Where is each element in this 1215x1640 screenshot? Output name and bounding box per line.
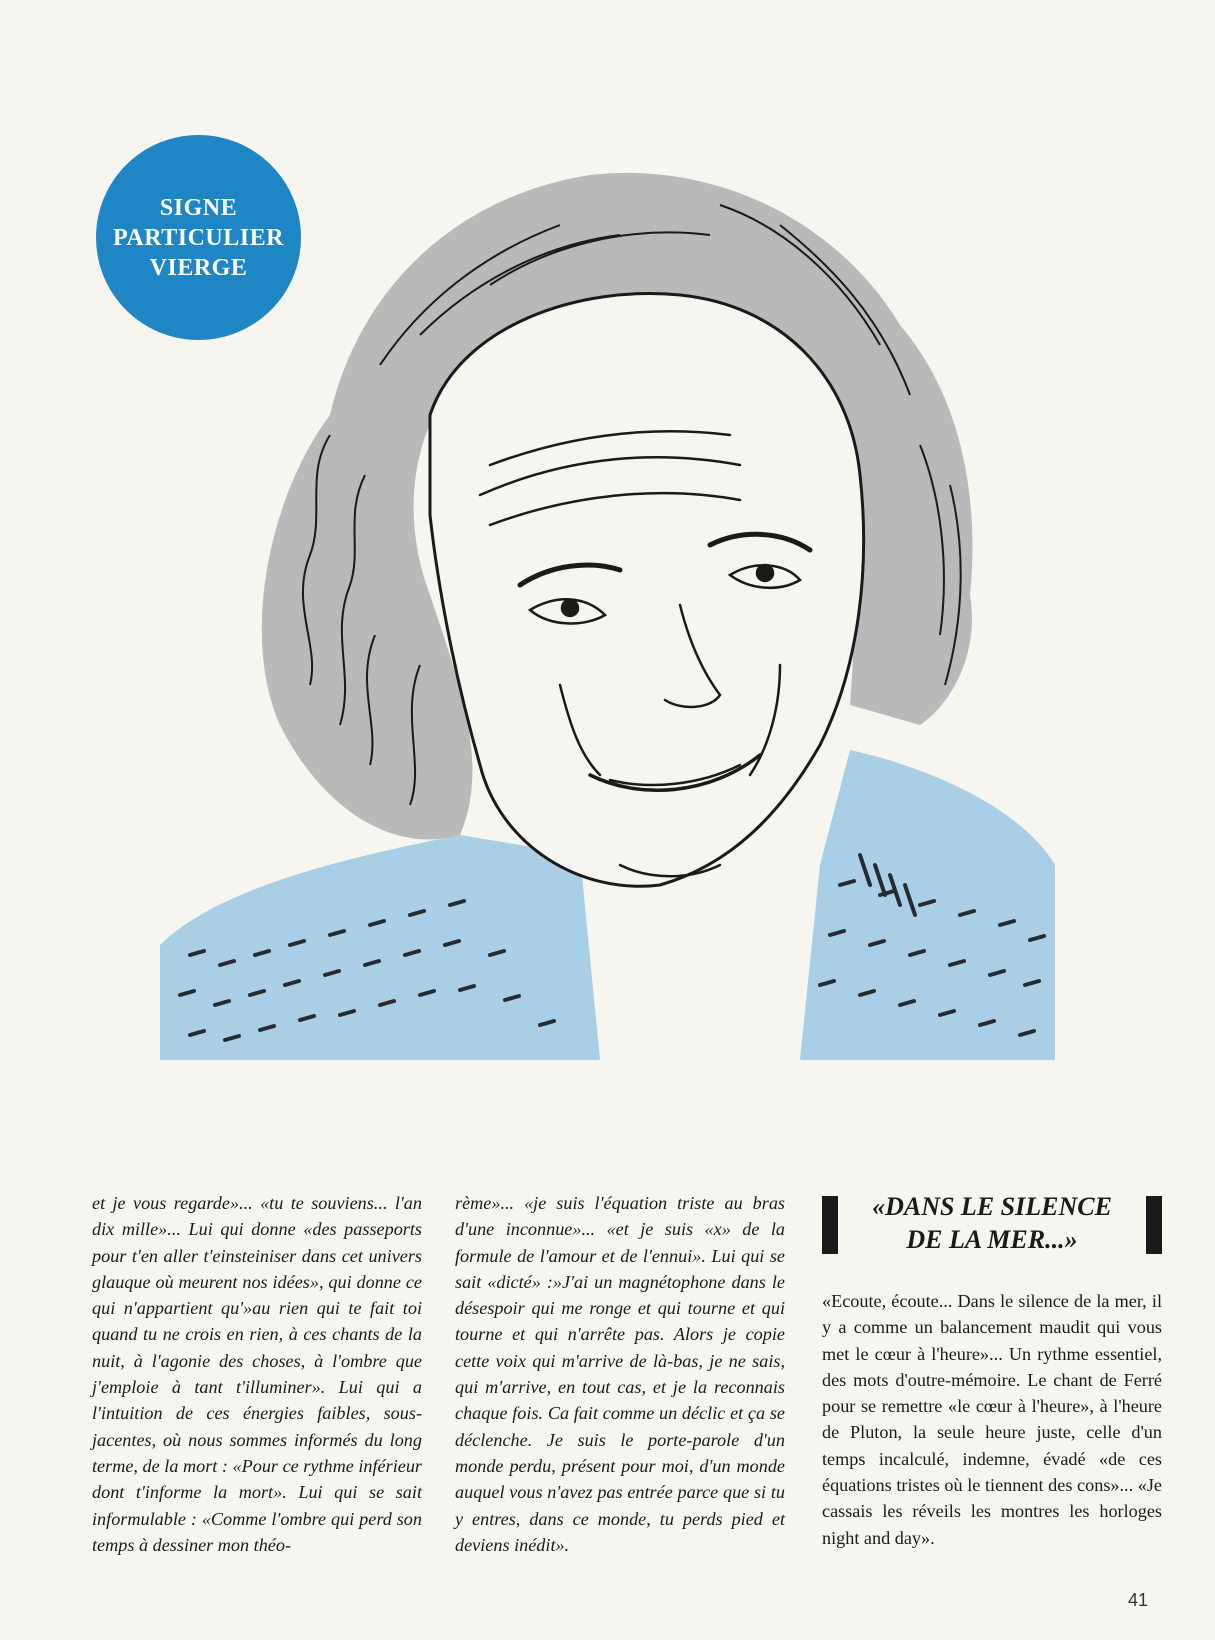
headline-line-2: DE LA MER...» [906, 1225, 1078, 1254]
sweater-left [160, 835, 600, 1060]
badge-line-2: PARTICULIER [113, 224, 284, 251]
page-number: 41 [1128, 1590, 1149, 1610]
face [430, 294, 864, 887]
paragraph-column-1: et je vous regarde»... «tu te souviens... l'an dix mille»... Lui qui donne «des passeports pour t'en aller t'einsteiniser dans cet univers glauque où meurent nos idées», qui donne ce qui n'appartient qu'»au rien qui te fait toi quand tu ne crois en rien, à ces chants de la nuit, à l'agonie des choses, à l'ombre que j'emploie à tant t'illuminer». Lui qui a l'intuition de ces énergies faibles, sous-jacentes, où nous sommes informés du long terme, de la mort : «Pour ce rythme inférieur dont t'informe la mort». Lui qui se sait informulable : «Comme l'ombre qui perd son temps à dessiner mon théo- [92, 1193, 422, 1555]
text-column-3 [822, 1190, 1162, 1551]
text-column-1 [92, 1190, 422, 1558]
text-column-2 [455, 1190, 785, 1558]
sweater-right [800, 750, 1055, 1060]
paragraph-column-3: «Ecoute, écoute... Dans le silence de la mer, il y a comme un balancement maudit qui vous met le cœur à l'heure»... Un rythme essentiel, des mots d'outre-mémoire. Le chant de Ferré pour se remettre «le cœur à l'heure», à l'heure de Pluton, la seule heure juste, celle d'un temps incalculé, indemne, évadé «de ces équations tristes où le tiennent des cons»... «Je cassais les réveils les montres les horloges night and day». [822, 1291, 1162, 1548]
headline-line-1: «DANS LE SILENCE [872, 1192, 1112, 1221]
paragraph-column-2: rème»... «je suis l'équation triste au bras d'une inconnue»... «et je suis «x» de la formule de l'amour et de l'ennui». Lui qui se sait «dicté» :»J'ai un magnétophone dans le désespoir qui me ronge et qui tourne et qui tourne et qui n'arrête pas. Alors je copie cette voix qui m'arrive de là-bas, je ne sais, qui m'arrive, en tout cas, et je la reconnais chaque fois. Ca fait comme un déclic et ça se déclenche. Je suis le porte-parole d'un monde perdu, présent pour moi, d'un monde auquel vous n'avez pas entrée parce que si tu y entres, dans ce monde, tu perds pied et deviens inédit». [455, 1193, 785, 1555]
badge-line-3: VIERGE [149, 254, 248, 281]
badge-line-1: SIGNE [159, 194, 238, 221]
portrait-illustration [160, 165, 1105, 1115]
